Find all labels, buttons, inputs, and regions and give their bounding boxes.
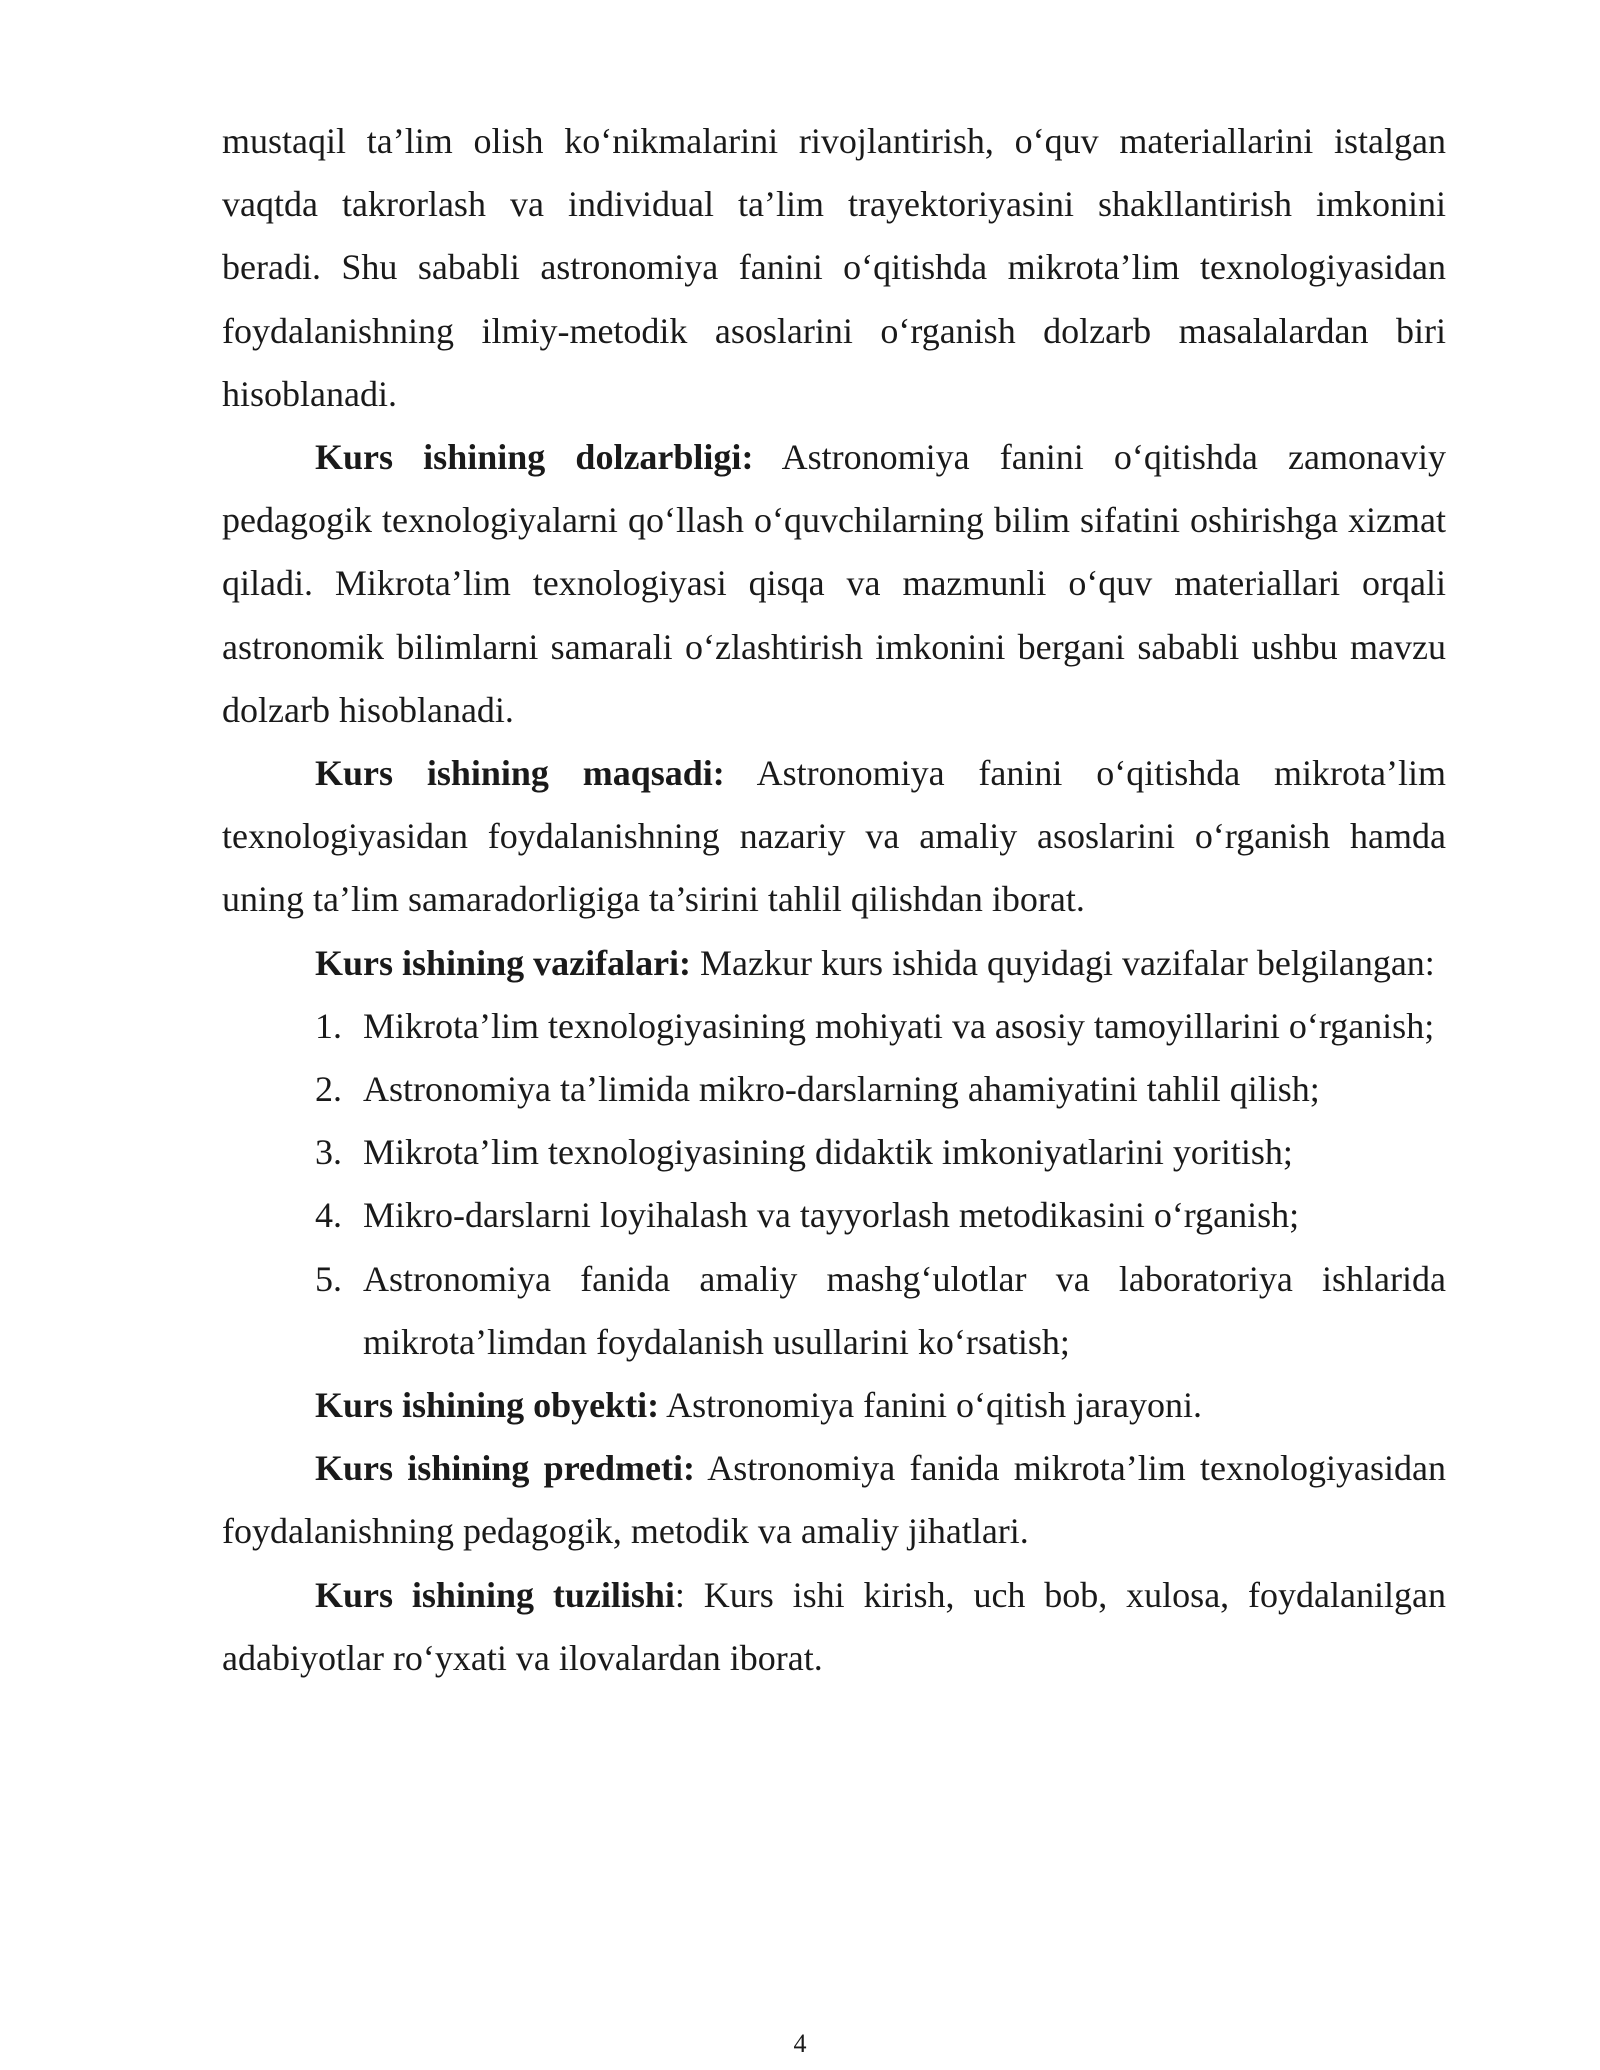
relevance-paragraph (222, 426, 1446, 742)
list-item-number: 1. (315, 1005, 342, 1046)
object-text: Astronomiya fanini o‘qitish jarayoni. (659, 1385, 1203, 1426)
list-item-text: Astronomiya fanida amaliy mashg‘ulotlar va laboratoriya ishlarida mikrota’limdan foydalanish usullarini ko‘rsatish; (363, 1258, 1446, 1362)
structure-paragraph (222, 1564, 1446, 1690)
document-page (222, 110, 1446, 1690)
goal-heading: Kurs ishining maqsadi: (315, 753, 725, 794)
list-item (222, 1248, 1446, 1374)
list-item-text: Mikro-darslarni loyihalash va tayyorlash metodikasini o‘rganish; (363, 1195, 1300, 1236)
tasks-heading: Kurs ishining vazifalari: (315, 942, 692, 983)
list-item-number: 4. (315, 1195, 342, 1236)
list-item-text: Astronomiya ta’limida mikro-darslarning ahamiyatini tahlil qilish; (363, 1069, 1320, 1110)
subject-paragraph (222, 1437, 1446, 1563)
list-item (222, 1058, 1446, 1121)
subject-text: Astronomiya fanida mikrota’lim texnologiyasidan foydalanishning pedagogik, metodik va amaliy jihatlari. (222, 1448, 1446, 1552)
object-paragraph (222, 1374, 1446, 1437)
list-item-text: Mikrota’lim texnologiyasining didaktik imkoniyatlarini yoritish; (363, 1132, 1293, 1173)
page-number: 4 (793, 2029, 807, 2058)
list-item-number: 3. (315, 1132, 342, 1173)
list-item (222, 995, 1446, 1058)
tasks-paragraph (222, 932, 1446, 995)
goal-text: Astronomiya fanini o‘qitishda mikrota’lim texnologiyasidan foydalanishning nazariy va amaliy asoslarini o‘rganish hamda uning ta’lim samaradorligiga ta’sirini tahlil qilishdan iborat. (222, 753, 1446, 920)
tasks-list (222, 995, 1446, 1374)
relevance-heading: Kurs ishining dolzarbligi: (315, 437, 754, 478)
structure-text: : Kurs ishi kirish, uch bob, xulosa, foydalanilgan adabiyotlar ro‘yxati va ilovalardan iborat. (222, 1574, 1446, 1678)
goal-paragraph (222, 742, 1446, 932)
list-item (222, 1121, 1446, 1184)
structure-heading: Kurs ishining tuzilishi (315, 1574, 675, 1615)
list-item-number: 5. (315, 1258, 342, 1299)
list-item (222, 1184, 1446, 1247)
object-heading: Kurs ishining obyekti: (315, 1385, 660, 1426)
tasks-text: Mazkur kurs ishida quyidagi vazifalar belgilangan: (691, 942, 1435, 983)
list-item-number: 2. (315, 1069, 342, 1110)
intro-paragraph: mustaqil ta’lim olish ko‘nikmalarini rivojlantirish, o‘quv materiallarini istalgan vaqtda takrorlash va individual ta’lim trayektoriyasini shakllantirish imkonini beradi. Shu sababli astronomiya fanini o‘qitishda mikrota’lim texnologiyasidan foydalanishning ilmiy-metodik asoslarini o‘rganish dolzarb masalalardan biri hisoblanadi. (222, 121, 1446, 414)
relevance-text: Astronomiya fanini o‘qitishda zamonaviy pedagogik texnologiyalarni qo‘llash o‘quvchilarning bilim sifatini oshirishga xizmat qiladi. Mikrota’lim texnologiyasi qisqa va mazmunli o‘quv materiallari orqali astronomik bilimlarni samarali o‘zlashtirish imkonini bergani sababli ushbu mavzu dolzarb hisoblanadi. (222, 437, 1447, 730)
subject-heading: Kurs ishining predmeti: (315, 1448, 695, 1489)
list-item-text: Mikrota’lim texnologiyasining mohiyati va asosiy tamoyillarini o‘rganish; (363, 1005, 1435, 1046)
